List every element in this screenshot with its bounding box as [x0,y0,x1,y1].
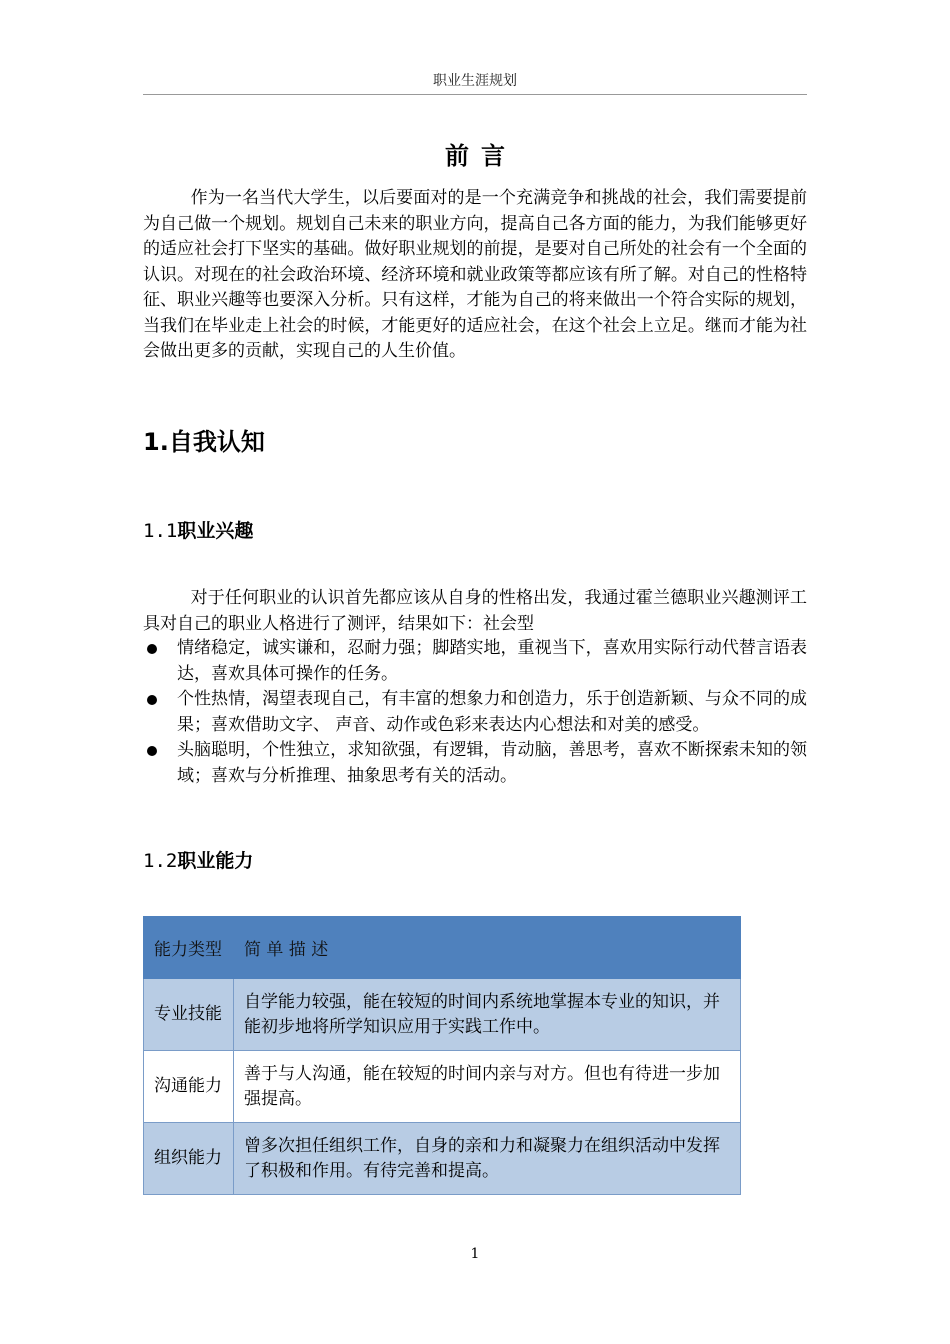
subsection-heading-interest [143,516,253,543]
list-item [143,636,807,687]
list-item [143,738,807,789]
ability-description-cell: 自学能力较强，能在较短的时间内系统地掌握本专业的知识，并能初步地将所学知识应用于实践工作中。 [234,979,741,1051]
page-number: 1 [470,1246,480,1262]
preface-paragraph: 作为一名当代大学生，以后要面对的是一个充满竞争和挑战的社会，我们需要提前为自己做一个规划。规划自己未来的职业方向，提高自己各方面的能力，为我们能够更好的适应社会打下坚实的基础。做好职业规划的前提，是要对自己所处的社会有一个全面的认识。对现在的社会政治环境、经济环境和就业政策等都应该有所了解。对自己的性格特征、职业兴趣等也要深入分析。只有这样，才能为自己的将来做出一个符合实际的规划，当我们在毕业走上社会的时候，才能更好的适应社会，在这个社会上立足。继而才能为社会做出更多的贡献，实现自己的人生价值。 [143,188,807,361]
bullet-icon [147,695,157,705]
page-header: 职业生涯规划 [433,73,517,89]
list-item [143,687,807,738]
subsection-heading-ability [143,846,253,873]
bullet-icon [147,644,157,654]
table-row [144,1123,741,1195]
table-header-row [144,917,741,979]
interest-bullet-list [143,636,807,789]
table-header-description: 简 单 描 述 [234,917,741,979]
ability-description-cell: 曾多次担任组织工作，自身的亲和力和凝聚力在组织活动中发挥了积极和作用。有待完善和提高。 [234,1123,741,1195]
ability-type-cell: 专业技能 [144,979,234,1051]
ability-description-cell: 善于与人沟通，能在较短的时间内亲与对方。但也有待进一步加强提高。 [234,1051,741,1123]
table-row [144,979,741,1051]
subsection-number: 1.2 [143,850,178,872]
bullet-text: 个性热情，渴望表现自己，有丰富的想象力和创造力，乐于创造新颖、与众不同的成果；喜欢借助文字、 声音、动作或色彩来表达内心想法和对美的感受。 [177,689,807,735]
interest-intro-paragraph: 对于任何职业的认识首先都应该从自身的性格出发，我通过霍兰德职业兴趣测评工具对自己的职业人格进行了测评，结果如下：社会型 [143,588,807,634]
bullet-text: 情绪稳定，诚实谦和，忍耐力强；脚踏实地，重视当下，喜欢用实际行动代替言语表达，喜欢具体可操作的任务。 [177,638,807,684]
header-rule [143,94,807,95]
subsection-title: 职业兴趣 [177,520,254,542]
table-row [144,1051,741,1123]
subsection-number: 1.1 [143,520,178,542]
bullet-text: 头脑聪明，个性独立，求知欲强，有逻辑，肯动脑，善思考，喜欢不断探索未知的领域；喜欢与分析推理、抽象思考有关的活动。 [177,740,807,786]
ability-table [143,916,741,1195]
section-heading-self-awareness: 1.自我认知 [143,428,265,456]
bullet-icon [147,746,157,756]
ability-type-cell: 组织能力 [144,1123,234,1195]
subsection-title: 职业能力 [177,850,254,872]
table-header-type: 能力类型 [144,917,234,979]
page-title: 前言 [445,142,517,170]
ability-type-cell: 沟通能力 [144,1051,234,1123]
